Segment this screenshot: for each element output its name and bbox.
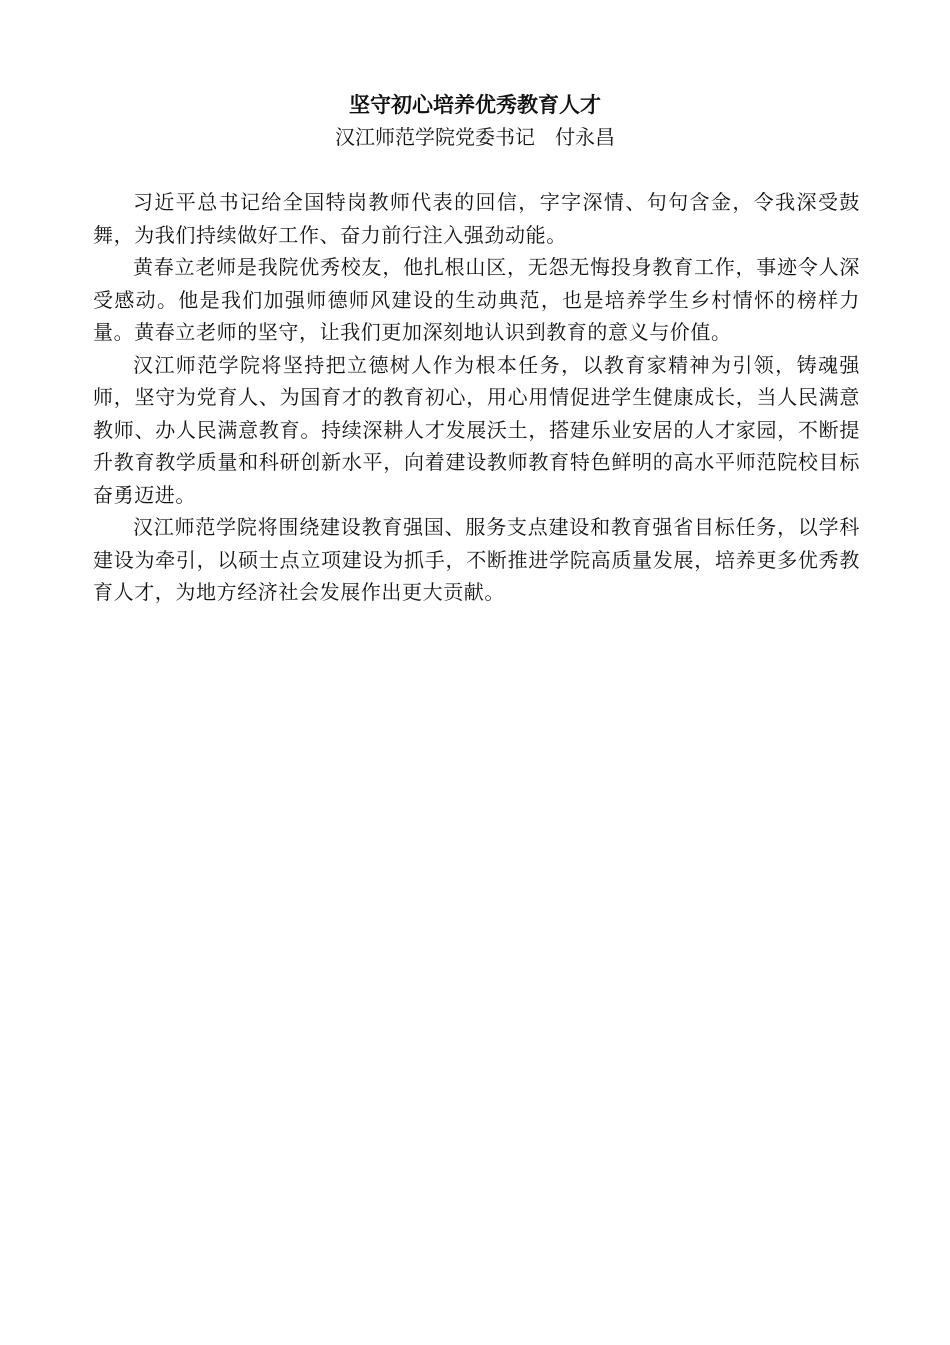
paragraph-3: 汉江师范学院将坚持把立德树人作为根本任务，以教育家精神为引领，铸魂强师，坚守为党育人、为国育才的教育初心，用心用情促进学生健康成长，当人民满意教师、办人民满意教育。持续深耕人才发展沃土，搭建乐业安居的人才家园，不断提升教育教学质量和科研创新水平，向着建设教师教育特色鲜明的高水平师范院校目标奋勇迈进。 (93, 352, 860, 507)
author-byline: 汉江师范学院党委书记 付永昌 (335, 125, 615, 149)
paragraph-4: 汉江师范学院将围绕建设教育强国、服务支点建设和教育强省目标任务，以学科建设为牵引，以硕士点立项建设为抓手，不断推进学院高质量发展，培养更多优秀教育人才，为地方经济社会发展作出更大贡献。 (93, 515, 860, 604)
paragraph-1: 习近平总书记给全国特岗教师代表的回信，字字深情、句句含金，令我深受鼓舞，为我们持续做好工作、奋力前行注入强劲动能。 (93, 190, 860, 247)
paragraph-2: 黄春立老师是我院优秀校友，他扎根山区，无怨无悔投身教育工作，事迹令人深受感动。他是我们加强师德师风建设的生动典范，也是培养学生乡村情怀的榜样力量。黄春立老师的坚守，让我们更加深刻地认识到教育的意义与价值。 (93, 255, 860, 344)
article-title: 坚守初心培养优秀教育人才 (349, 92, 601, 117)
article-body (93, 186, 860, 609)
